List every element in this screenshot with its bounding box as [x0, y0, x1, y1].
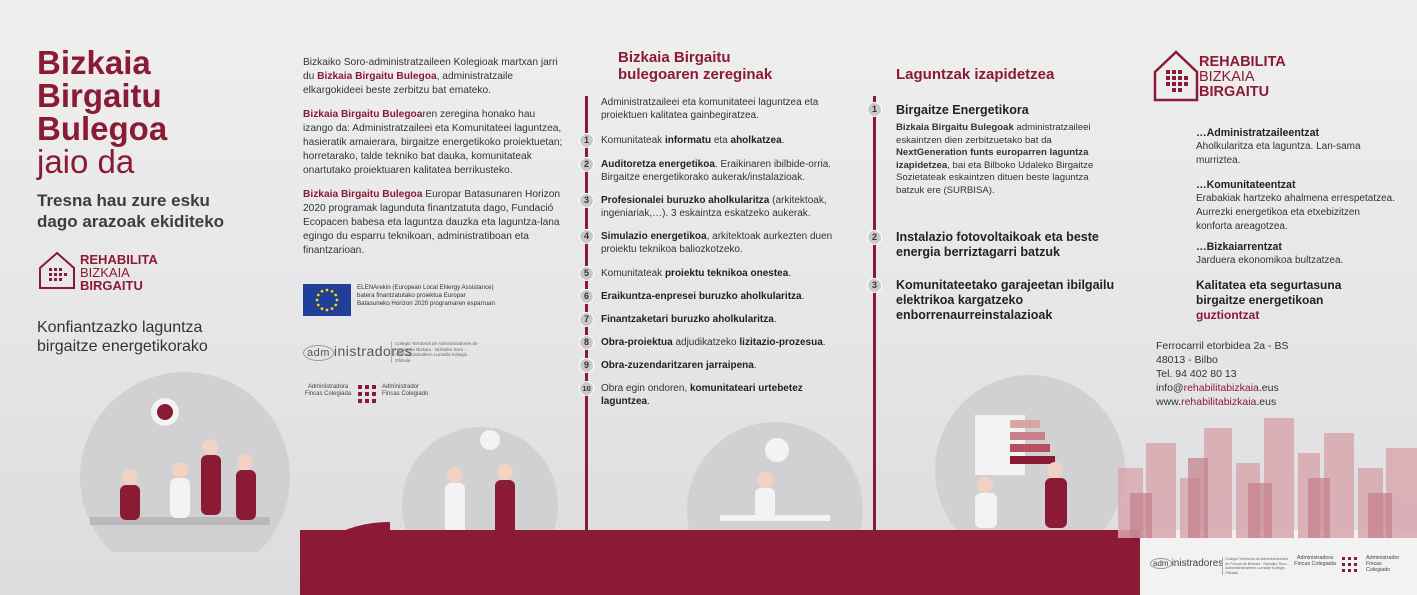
aid-number-3: 3 — [867, 278, 882, 293]
email-link[interactable]: info@rehabilitabizkaia.eus — [1156, 382, 1279, 394]
website-link[interactable]: www.rehabilitabizkaia.eus — [1156, 396, 1277, 408]
illustration-handshake — [400, 420, 560, 540]
main-title-line-4: jaio da — [37, 143, 135, 180]
tasks-heading-line-1: Bizkaia Birgaitu — [618, 49, 731, 66]
colegio-text: Colegio Territorial de Administradores de Fincas de Bizkaia · Bizkaiko Soro - Administratzaileen Lurralde Kolegio Ofiziala — [391, 341, 481, 363]
rehabilita-logo-icon — [37, 250, 77, 292]
benefit-admins-heading: …Administratzaileentzat — [1196, 127, 1320, 139]
footer-fincas-grid-icon — [1340, 555, 1360, 575]
aid-item-1-title: Birgaitze Energetikora — [896, 103, 1029, 117]
eu-funding-text: ELENArekin (European Local ENergy Assistance) batera finantzatutako proiektua Europar Batasuneko Horizon 2020 programaren esparruan — [357, 284, 495, 307]
logo-line-1: REHABILITA — [80, 252, 158, 267]
rehabilita-logo-text — [80, 253, 158, 292]
main-title — [37, 46, 277, 178]
intro-text — [303, 56, 565, 268]
city-skyline-illustration — [1118, 408, 1417, 538]
illustration-consultation — [685, 415, 865, 535]
aid-item-1-text: Bizkaia Birgaitu Bulegoak administratzaileei eskaintzen dien zerbitzuetako bat da NextGeneration funts europarren laguntza izapidetzea, bai eta Bilboko Udaleko Birgaitze Sozietateak eskaintzen dituen beste laguntza batzuk ere (SURBISA). — [896, 122, 1094, 196]
footer-fincas-right-label: Administrador Fincas Colegiado — [1366, 555, 1400, 573]
footer-fincas-left-label: Administradora Fincas Colegiada — [1294, 555, 1336, 567]
task-item: Komunitateak informatu eta aholkatzea. — [601, 135, 785, 146]
logo-large-line-3: BIRGAITU — [1199, 84, 1270, 100]
logo-large-line-1: REHABILITA — [1199, 54, 1286, 70]
tagline — [37, 318, 287, 356]
fincas-left-label: Administradora Fincas Colegiada — [304, 384, 352, 397]
footer-colegio-text: Colegio Territorial de Administradores de Fincas de Bizkaia · Bizkaiko Soro - Administratzaileen Lurralde Kolegio Ofiziala — [1222, 557, 1292, 575]
contact-block — [1156, 339, 1356, 409]
task-item: Obra-proiektua adjudikatzeko lizitazio-prozesua. — [601, 337, 826, 348]
aid-number-2: 2 — [867, 230, 882, 245]
benefit-communities-heading: …Komunitateentzat — [1196, 179, 1296, 191]
aid-number-1: 1 — [867, 102, 882, 117]
benefit-communities-text: Erabakiak hartzeko ahalmena errespetatzea. Aurrezki energetikoa eta etxebizitzen konforta areagotzea. — [1196, 193, 1396, 232]
benefit-communities — [1196, 178, 1396, 234]
task-number-2: 2 — [579, 157, 594, 172]
aid-heading: Laguntzak izapidetzea — [896, 66, 1055, 83]
task-number-10: 10 — [579, 381, 594, 396]
task-item: Komunitateak proiektu teknikoa onestea. — [601, 268, 792, 279]
address-line-1: Ferrocarril etorbidea 2a - BS — [1156, 340, 1289, 352]
rehabilita-logo-large-icon — [1151, 48, 1201, 104]
quality-statement: Kalitatea eta segurtasuna birgaitze energetikoan guztiontzat — [1196, 278, 1342, 322]
task-item: Auditoretza energetikoa. Eraikinaren ibilbide-orria. Birgaitze energetikorako aukerak/instalazioak. — [601, 159, 832, 183]
task-number-4: 4 — [579, 229, 594, 244]
logo-line-3: BIRGAITU — [80, 278, 143, 293]
task-item: Obra-zuzendaritzaren jarraipena. — [601, 360, 757, 371]
benefit-citizens — [1196, 240, 1396, 268]
task-item: Simulazio energetikoa, arkitektoak aurkezten duen proiektu teknikoa baliozkotzeko. — [601, 231, 833, 255]
tasks-heading — [618, 49, 858, 83]
administradores-logo: adm inistradores — [303, 343, 412, 359]
subtitle-line-1: Tresna hau zure esku — [37, 191, 210, 210]
task-number-3: 3 — [579, 193, 594, 208]
fincas-grid-icon — [356, 383, 378, 405]
task-item: Obra egin ondoren, komunitateari urtebetez laguntzea. — [601, 383, 803, 407]
main-title-line-3: Bulegoa — [37, 110, 168, 147]
main-title-line-2: Birgaitu — [37, 77, 162, 114]
task-item: Eraikuntza-enpresei buruzko aholkularitza. — [601, 291, 805, 302]
phone: Tel. 94 402 80 13 — [1156, 368, 1237, 380]
aid-item-3-title: Komunitateetako garajeetan ibilgailu elektrikoa kargatzeko enborrenaurreinstalazioak — [896, 278, 1115, 322]
illustration-energy-chart — [930, 360, 1130, 540]
task-number-6: 6 — [579, 289, 594, 304]
task-number-5: 5 — [579, 266, 594, 281]
tasks-intro: Administratzaileei eta komunitateei laguntzea eta proiektuen kalitatea gainbegiratzea. — [601, 97, 819, 121]
eu-flag-icon — [303, 284, 351, 316]
fincas-right-label: Administrador Fincas Colegiado — [382, 384, 429, 397]
logo-large-line-2: BIZKAIA — [1199, 69, 1255, 85]
benefit-citizens-text: Jarduera ekonomikoa bultzatzea. — [1196, 255, 1344, 266]
subtitle — [37, 190, 297, 232]
benefit-citizens-heading: …Bizkaiarrentzat — [1196, 241, 1282, 253]
task-item: Profesionalei buruzko aholkularitza (arkitektoak, ingeniariak,…). 3 eskaintza eskatzeko aukerak. — [601, 195, 827, 219]
aid-item-2-title: Instalazio fotovoltaikoak eta beste energia berriztagarri batzuk — [896, 230, 1099, 259]
task-number-9: 9 — [579, 358, 594, 373]
task-item: Finantzaketari buruzko aholkularitza. — [601, 314, 777, 325]
intro-paragraph-3: Bizkaia Birgaitu Bulegoa Europar Batasunaren Horizon 2020 programak lagunduta finantzatuta dago, Fundació Ecopacen babesa eta laguntza dauzka eta laguntza-lana egingo du esparru teknikoan, administratiboan eta finantzarioan. — [303, 189, 561, 256]
task-number-7: 7 — [579, 312, 594, 327]
address-line-2: 48013 - Bilbo — [1156, 354, 1218, 366]
illustration-team-meeting — [70, 352, 300, 552]
benefit-admins-text: Aholkularitza eta laguntza. Lan-sama murriztea. — [1196, 141, 1361, 166]
intro-paragraph-1: Bizkaiko Soro-administratzaileen Kolegioak martxan jarri du Bizkaia Birgaitu Bulegoa, administratzaile elkargokideei beste zerbitzu bat emateko. — [303, 57, 558, 96]
subtitle-line-2: dago arazoak ekiditeko — [37, 212, 225, 231]
tagline-line-1: Konfiantzazko laguntza — [37, 319, 203, 336]
task-number-8: 8 — [579, 335, 594, 350]
aid-timeline — [873, 96, 876, 536]
logo-line-2: BIZKAIA — [80, 265, 130, 280]
tagline-line-2: birgaitze energetikorako — [37, 338, 208, 355]
tasks-heading-line-2: bulegoaren zereginak — [618, 66, 773, 83]
rehabilita-logo-large-text — [1199, 55, 1286, 100]
intro-paragraph-2: Bizkaia Birgaitu Bulegoaren zeregina honako hau izango da: Administratzaileei eta Komunitateei laguntzea, hasieratik amaierara, birgaitze energetikoko proiektuetan; horretarako, talde tekniko bat dauka, komunitateak onartutako proiektuaren kalitatea berrikusteko. — [303, 109, 563, 176]
main-title-line-1: Bizkaia — [37, 44, 151, 81]
footer-administradores-logo: adm inistradores — [1150, 558, 1223, 569]
task-number-1: 1 — [579, 133, 594, 148]
benefit-admins — [1196, 126, 1396, 168]
